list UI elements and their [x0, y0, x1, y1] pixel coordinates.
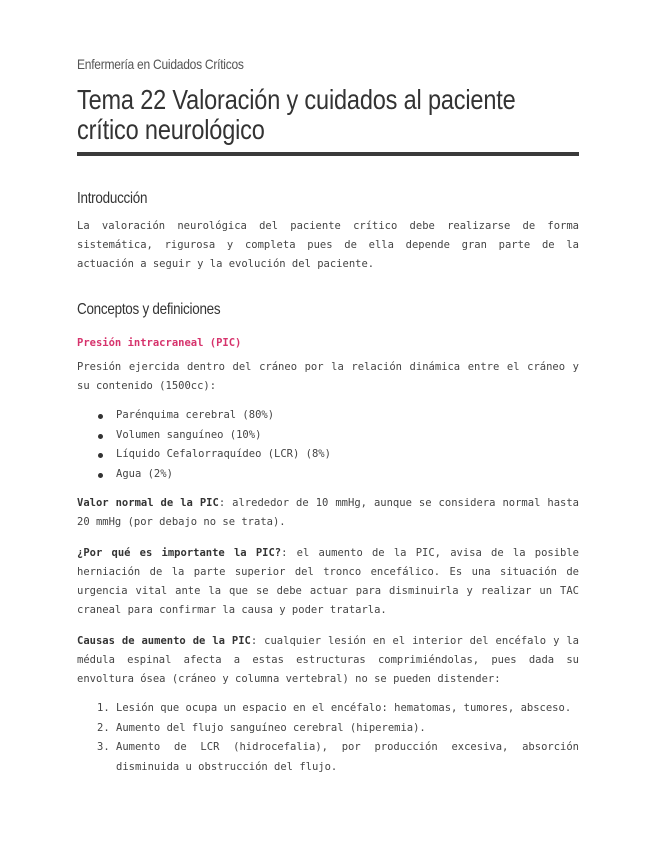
pic-contents-list — [77, 406, 579, 484]
subheading-pic: Presión intracraneal (PIC) — [77, 337, 242, 349]
causes-paragraph: Causas de aumento de la PIC: cualquier lesión en el interior del encéfalo y la médula espinal afecta a estas estructuras comprimiéndolas, pues dada su envoltura ósea (cráneo y columna vertebral) no se pueden distender: — [77, 635, 579, 685]
normal-value-label: Valor normal de la PIC — [77, 497, 219, 509]
importance-paragraph: ¿Por qué es importante la PIC?: el aumento de la PIC, avisa de la posible herniación de la parte superior del tronco encefálico. Es una situación de urgencia vital ante la que se debe actuar para disminuirla y realizar un TAC craneal para confirmar la causa y poder tratarla. — [77, 547, 579, 616]
list-item: 2. Aumento del flujo sanguíneo cerebral (hiperemia). — [97, 721, 426, 734]
list-item: 3. Aumento de LCR (hidrocefalia), por producción excesiva, absorción disminuida u obstrucción del flujo. — [97, 741, 579, 773]
section-heading-intro: Introducción — [77, 190, 148, 207]
bullet-icon — [98, 414, 103, 419]
bullet-icon — [98, 453, 103, 458]
list-item: Parénquima cerebral (80%) — [77, 406, 579, 426]
bullet-icon — [98, 473, 103, 478]
causes-label: Causas de aumento de la PIC — [77, 635, 251, 647]
list-item: Agua (2%) — [77, 465, 579, 485]
section-heading-concepts: Conceptos y definiciones — [77, 301, 221, 318]
page-title: Tema 22 Valoración y cuidados al paciente crítico neurológico — [77, 84, 516, 145]
course-subtitle: Enfermería en Cuidados Críticos — [77, 56, 244, 72]
normal-value-paragraph: Valor normal de la PIC: alrededor de 10 mmHg, aunque se considera normal hasta 20 mmHg (por debajo no se trata). — [77, 497, 579, 528]
title-divider — [77, 152, 579, 156]
list-item: Líquido Cefalorraquídeo (LCR) (8%) — [77, 445, 579, 465]
intro-paragraph: La valoración neurológica del paciente crítico debe realizarse de forma sistemática, rigurosa y completa pues de ella depende gran parte de la actuación a seguir y la evolución del paciente. — [77, 220, 579, 270]
causes-list — [77, 699, 579, 777]
list-item: 1. Lesión que ocupa un espacio en el encéfalo: hematomas, tumores, absceso. — [97, 702, 572, 714]
bullet-icon — [98, 434, 103, 439]
importance-label: ¿Por qué es importante la PIC? — [77, 547, 282, 559]
pic-definition: Presión ejercida dentro del cráneo por la relación dinámica entre el cráneo y su contenido (1500cc): — [77, 361, 579, 392]
list-item: Volumen sanguíneo (10%) — [77, 426, 579, 446]
